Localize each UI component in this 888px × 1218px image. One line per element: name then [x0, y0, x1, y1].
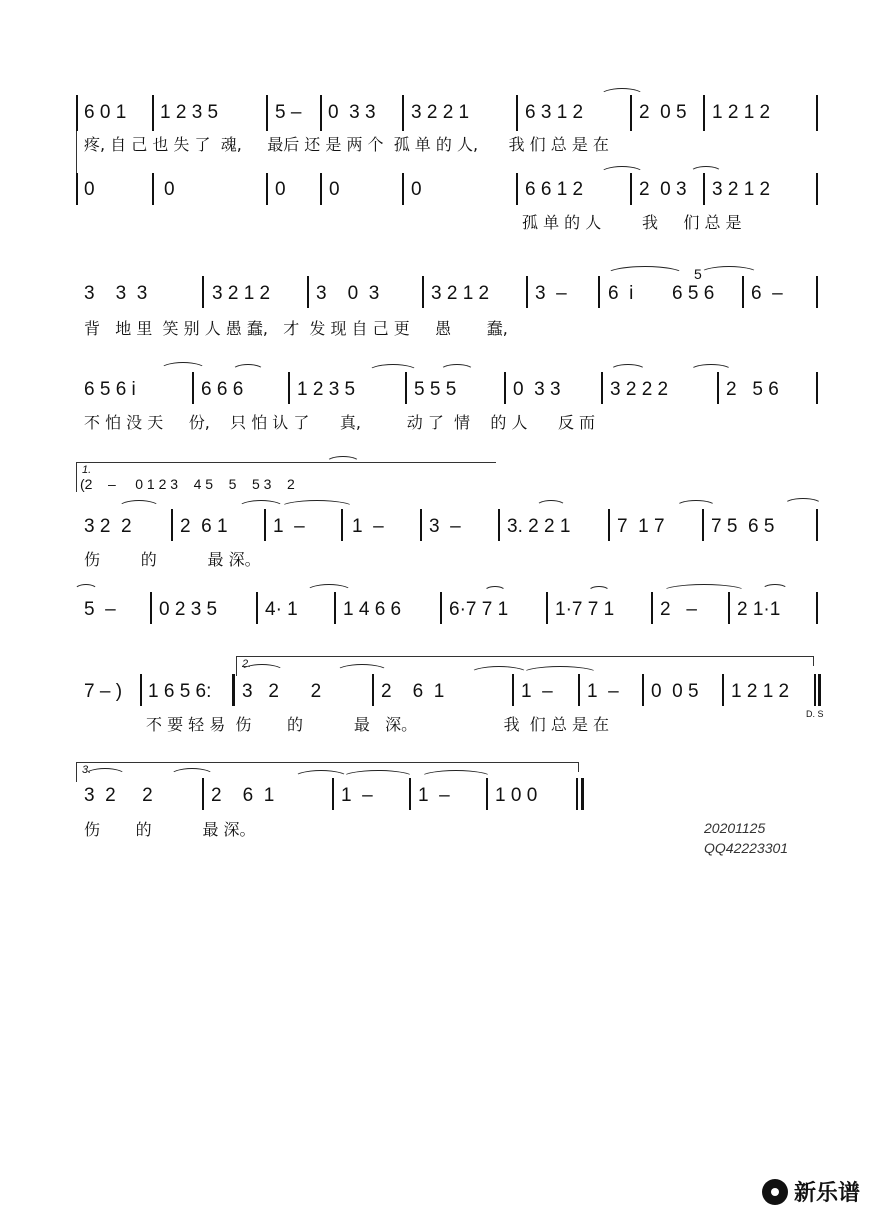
- measure-notes: 3 2 1 2: [212, 283, 271, 304]
- barline: [816, 95, 818, 131]
- barline: [703, 95, 705, 131]
- measure-notes: 2 6 1: [211, 785, 275, 806]
- final-barline: [576, 778, 578, 810]
- barline: [578, 674, 580, 706]
- lyric-line: 背 地 里 笑 别 人 愚 蠢, 才 发 现 自 己 更 愚 蠢,: [84, 319, 508, 338]
- measure-notes: 5 –: [84, 599, 116, 620]
- tie-slur: [610, 364, 646, 377]
- barline: [703, 173, 705, 205]
- tie-slur: [690, 364, 732, 377]
- measure-notes: 1 4 6 6: [343, 599, 402, 620]
- measure-notes: 3 2 2: [84, 516, 132, 537]
- lyric-line: 不 怕 没 天 份, 只 怕 认 了 真, 动 了 情 的 人 反 而: [84, 413, 596, 432]
- measure-notes: 3 2 1 2: [431, 283, 490, 304]
- barline: [598, 276, 600, 308]
- barline: [651, 592, 653, 624]
- tie-slur: [606, 266, 684, 283]
- tie-slur: [160, 362, 206, 377]
- barline: [717, 372, 719, 404]
- barline: [307, 276, 309, 308]
- tie-slur: [662, 584, 746, 599]
- final-barline: [581, 778, 584, 810]
- grace-note: 5: [694, 266, 702, 282]
- barline: [816, 173, 818, 205]
- tie-slur: [84, 768, 126, 783]
- measure-notes: 3 –: [535, 283, 567, 304]
- lyric-line: 伤 的 最 深。: [84, 550, 261, 569]
- tie-slur: [470, 666, 528, 681]
- measure-notes: 0: [84, 179, 95, 200]
- barline: [516, 95, 518, 131]
- tie-slur: [484, 586, 506, 597]
- measure-notes: 1 –: [352, 516, 384, 537]
- measure-notes: 3 2 1 2: [712, 179, 771, 200]
- barline: [630, 173, 632, 205]
- volta-label: 3.: [82, 764, 92, 776]
- measure-notes: 6 i: [608, 283, 634, 304]
- measure-notes: 2 6 1: [381, 681, 445, 702]
- system-bracket: [76, 131, 77, 173]
- barline: [140, 674, 142, 706]
- tie-slur: [762, 584, 788, 595]
- measure-notes: 7 5 6 5: [711, 516, 775, 537]
- tie-slur: [440, 364, 474, 377]
- barline: [630, 95, 632, 131]
- barline: [402, 173, 404, 205]
- barline: [504, 372, 506, 404]
- barline: [742, 276, 744, 308]
- barline: [152, 173, 154, 205]
- barline: [642, 674, 644, 706]
- measure-notes: 3 2 2: [84, 785, 153, 806]
- measure-notes: 6·7 7 1: [449, 599, 509, 620]
- lyric-line: 不 要 轻 易 伤 的 最 深。 我 们 总 是 在: [146, 715, 610, 734]
- tie-slur: [306, 584, 352, 599]
- tie-slur: [238, 500, 284, 515]
- barline: [405, 372, 407, 404]
- measure-notes: 2 0 5: [639, 102, 687, 123]
- barline: [341, 509, 343, 541]
- volta-bracket: [578, 762, 579, 772]
- barline: [409, 778, 411, 810]
- measure-notes: 2 5 6: [726, 379, 779, 400]
- measure-notes: 1 2 3 5: [297, 379, 356, 400]
- barline: [816, 372, 818, 404]
- measure-notes: 6 0 1: [84, 102, 127, 123]
- measure-notes: 0: [411, 179, 422, 200]
- measure-notes: 0: [329, 179, 340, 200]
- barline: [440, 592, 442, 624]
- measure-notes: 6 5 6: [672, 283, 715, 304]
- measure-notes: 3 2 2 2: [610, 379, 669, 400]
- tie-slur: [170, 768, 214, 783]
- barline: [288, 372, 290, 404]
- measure-notes: 1 0 0: [495, 785, 538, 806]
- volta-bracket: [76, 762, 578, 763]
- measure-notes: 2 0 3: [639, 179, 687, 200]
- measure-notes: 0 3 3: [328, 102, 376, 123]
- barline: [332, 778, 334, 810]
- measure-notes: 1 –: [521, 681, 553, 702]
- volta-bracket: [236, 656, 237, 676]
- measure-notes: 7 – ): [84, 681, 123, 702]
- tie-slur: [342, 770, 414, 785]
- volta-bracket: [236, 656, 814, 657]
- measure-notes: 1 2 1 2: [731, 681, 790, 702]
- measure-notes: 2 1·1: [737, 599, 781, 620]
- measure-notes: 1·7 7 1: [555, 599, 615, 620]
- measure-notes: 1 2 1 2: [712, 102, 771, 123]
- barline: [202, 778, 204, 810]
- tie-slur: [600, 88, 644, 103]
- barline: [816, 276, 818, 308]
- barline: [486, 778, 488, 810]
- measure-notes: 3 3 3: [84, 283, 148, 304]
- measure-notes: 0 3 3: [513, 379, 561, 400]
- lyric-line: 孤 单 的 人 我 们 总 是: [522, 213, 742, 232]
- barline: [266, 173, 268, 205]
- volta-bracket: [76, 462, 77, 492]
- vinyl-record-icon: [762, 1179, 788, 1205]
- measure-notes: 5 –: [275, 102, 302, 123]
- barline: [266, 95, 268, 131]
- measure-notes: 0 0 5: [651, 681, 699, 702]
- tie-slur: [232, 364, 264, 377]
- barline: [422, 276, 424, 308]
- barline: [526, 276, 528, 308]
- tie-slur: [294, 770, 348, 785]
- measure-notes: 3. 2 2 1: [507, 516, 571, 537]
- barline: [608, 509, 610, 541]
- barline: [334, 592, 336, 624]
- tie-slur: [536, 500, 566, 513]
- barline: [171, 509, 173, 541]
- volta-label: 2.: [242, 658, 252, 670]
- barline: [516, 173, 518, 205]
- measure-notes: 6 3 1 2: [525, 102, 584, 123]
- site-logo[interactable]: [762, 1176, 860, 1207]
- measure-notes: 1 2 3 5: [160, 102, 219, 123]
- measure-notes: 0 2 3 5: [159, 599, 218, 620]
- measure-notes: 0: [275, 179, 286, 200]
- barline: [192, 372, 194, 404]
- tie-slur: [676, 500, 716, 513]
- barline: [320, 95, 322, 131]
- barline: [76, 95, 78, 131]
- barline: [420, 509, 422, 541]
- measure-notes: 1 –: [418, 785, 450, 806]
- signature-qq: QQ42223301: [704, 840, 789, 856]
- tie-slur: [588, 586, 610, 597]
- barline: [512, 674, 514, 706]
- measure-notes: 3 –: [429, 516, 461, 537]
- barline: [814, 674, 816, 706]
- barline: [702, 509, 704, 541]
- volta-bracket: [76, 762, 77, 782]
- repeat-barline: [232, 674, 235, 706]
- measure-notes: 6 –: [751, 283, 783, 304]
- lyric-line: 疼, 自 己 也 失 了 魂, 最后 还 是 两 个 孤 单 的 人, 我 们 总 是 在: [84, 135, 609, 154]
- measure-notes: 1 –: [273, 516, 305, 537]
- barline: [150, 592, 152, 624]
- measure-notes: 1 –: [587, 681, 619, 702]
- tie-slur: [368, 364, 418, 379]
- measure-notes: 2 6 1: [180, 516, 228, 537]
- measure-notes: 0: [164, 179, 175, 200]
- tie-slur: [336, 664, 388, 679]
- tie-slur: [240, 664, 284, 679]
- measure-notes: 3 2 2: [242, 681, 322, 702]
- barline: [546, 592, 548, 624]
- barline: [816, 509, 818, 541]
- tie-slur: [522, 666, 598, 681]
- barline: [402, 95, 404, 131]
- measure-notes: 4· 1: [265, 599, 298, 620]
- volta-bracket: [813, 656, 814, 666]
- measure-notes: 7 1 7: [617, 516, 665, 537]
- barline: [202, 276, 204, 308]
- tie-slur: [690, 166, 722, 179]
- volta-notes: (2 – 0 1 2 3 4 5 5 5 3 2: [80, 476, 295, 492]
- barline: [728, 592, 730, 624]
- barline: [498, 509, 500, 541]
- tie-slur: [280, 500, 354, 515]
- barline: [256, 592, 258, 624]
- tie-slur: [74, 584, 98, 597]
- barline: [320, 173, 322, 205]
- tie-slur: [600, 166, 644, 181]
- ds-mark: D. S: [806, 709, 824, 719]
- tie-slur: [118, 500, 160, 515]
- barline: [722, 674, 724, 706]
- barline: [601, 372, 603, 404]
- tie-slur: [420, 770, 492, 785]
- barline: [152, 95, 154, 131]
- barline: [372, 674, 374, 706]
- barline: [76, 173, 78, 205]
- barline: [818, 674, 821, 706]
- barline: [264, 509, 266, 541]
- measure-notes: 6 5 6 i: [84, 379, 136, 400]
- logo-text: 新乐谱: [794, 1181, 861, 1206]
- tie-slur: [326, 456, 360, 469]
- lyric-line: 伤 的 最 深。: [84, 820, 256, 839]
- measure-notes: 1 –: [341, 785, 373, 806]
- measure-notes: 6 6 1 2: [525, 179, 584, 200]
- measure-notes: 5 5 5: [414, 379, 457, 400]
- tie-slur: [700, 266, 758, 281]
- measure-notes: 1 6 5 6:: [148, 681, 212, 702]
- measure-notes: 3 2 2 1: [411, 102, 470, 123]
- measure-notes: 2 –: [660, 599, 697, 620]
- measure-notes: 6 6 6: [201, 379, 244, 400]
- volta-label: 1.: [82, 464, 92, 476]
- measure-notes: 3 0 3: [316, 283, 380, 304]
- signature-date: 20201125: [704, 820, 766, 836]
- barline: [816, 592, 818, 624]
- volta-bracket: [76, 462, 496, 463]
